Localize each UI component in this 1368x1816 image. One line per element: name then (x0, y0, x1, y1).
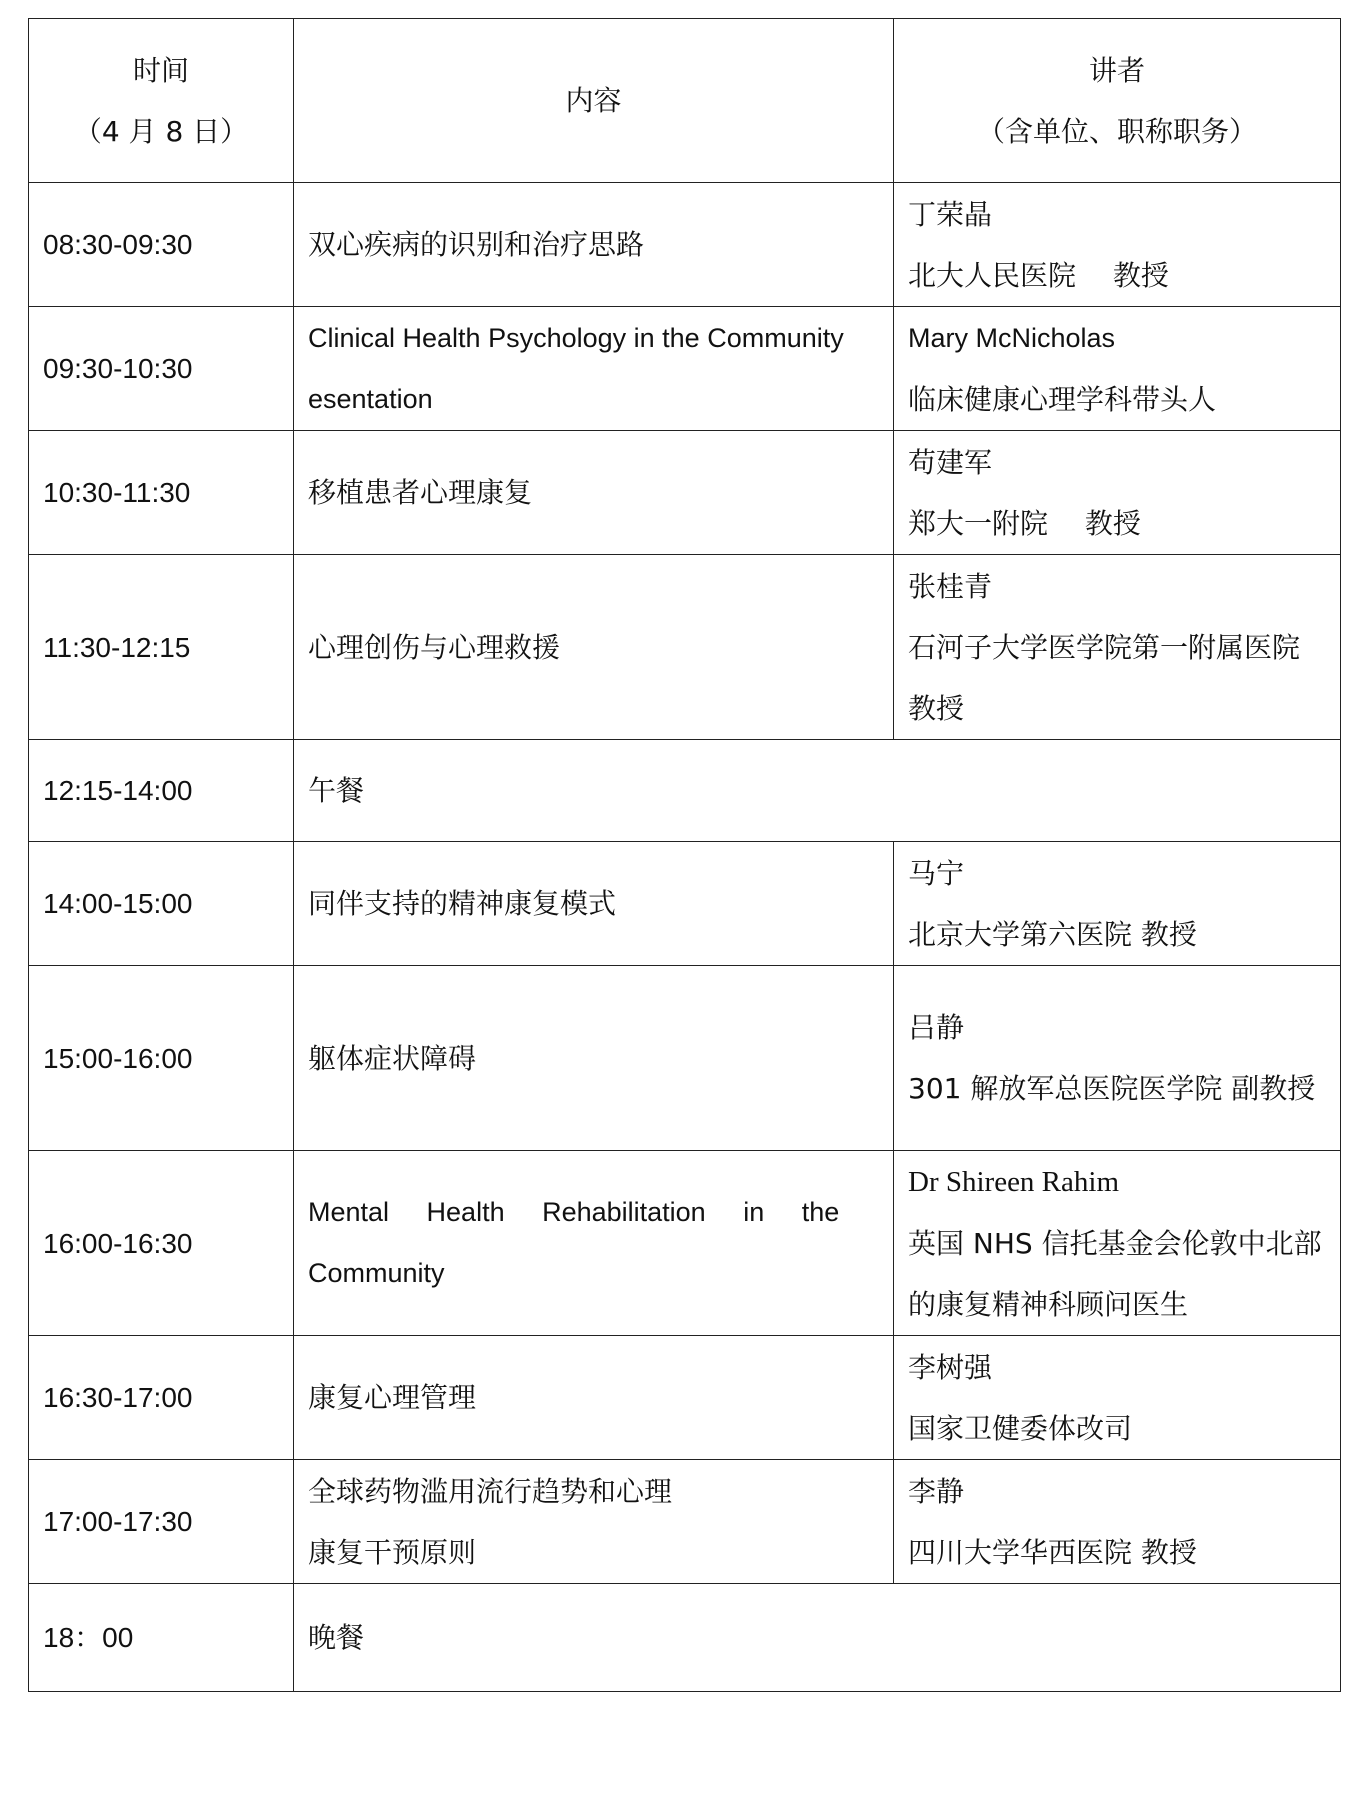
topic-text-continued: Community (308, 1258, 445, 1288)
time-cell: 08:30-09:30 (29, 183, 294, 307)
header-content-label: 内容 (565, 84, 622, 117)
table-row (29, 1460, 1341, 1584)
speaker-name: Dr Shireen Rahim (908, 1165, 1120, 1198)
time-cell: 14:00-15:00 (29, 842, 294, 966)
header-speaker-label: 讲者 (1088, 53, 1145, 87)
break-text: 晚餐 (308, 1621, 365, 1654)
speaker-cell (894, 1336, 1341, 1460)
table-row (29, 431, 1341, 555)
speaker-affiliation: 国家卫健委体改司 (908, 1411, 1133, 1445)
break-text: 午餐 (308, 774, 365, 807)
speaker-cell (894, 307, 1341, 431)
topic-cell (294, 555, 894, 740)
time-cell: 12:15-14:00 (29, 740, 294, 842)
time-cell: 09:30-10:30 (29, 307, 294, 431)
table-row (29, 307, 1341, 431)
speaker-affiliation: 北大人民医院 教授 (908, 258, 1169, 292)
table-row (29, 1151, 1341, 1336)
topic-text: 同伴支持的精神康复模式 (308, 887, 617, 920)
table-row (29, 1336, 1341, 1460)
schedule-table (28, 18, 1341, 1692)
topic-text: 双心疾病的识别和治疗思路 (308, 228, 645, 261)
header-time-label: 时间 (132, 53, 189, 87)
topic-cell (294, 842, 894, 966)
time-cell: 11:30-12:15 (29, 555, 294, 740)
topic-text: 躯体症状障碍 (308, 1041, 477, 1075)
speaker-affiliation: 石河子大学医学院第一附属医院 教授 (908, 630, 1301, 725)
speaker-cell (894, 183, 1341, 307)
table-row (29, 555, 1341, 740)
break-cell (294, 740, 1341, 842)
time-cell: 17:00-17:30 (29, 1460, 294, 1584)
speaker-name: 李静 (908, 1474, 965, 1508)
topic-cell (294, 1151, 894, 1336)
speaker-name: 吕静 (908, 1011, 965, 1044)
topic-text: Clinical Health Psychology in the Community (308, 322, 844, 353)
speaker-cell (894, 966, 1341, 1151)
time-cell: 18：00 (29, 1584, 294, 1692)
topic-text: 心理创伤与心理救援 (308, 630, 561, 664)
topic-cell (294, 431, 894, 555)
table-row (29, 842, 1341, 966)
time-cell: 15:00-16:00 (29, 966, 294, 1151)
topic-text: 全球药物滥用流行趋势和心理 (308, 1474, 673, 1508)
speaker-name: 马宁 (908, 856, 965, 890)
header-time-date: （4 月 8 日） (73, 114, 249, 148)
table-row-break (29, 1584, 1341, 1692)
speaker-affiliation: 四川大学华西医院 教授 (908, 1535, 1197, 1569)
topic-text-continued: 康复干预原则 (308, 1535, 477, 1569)
speaker-name: 苟建军 (908, 445, 993, 479)
speaker-cell (894, 431, 1341, 555)
speaker-affiliation: 临床健康心理学科带头人 (908, 382, 1217, 416)
topic-text: Mental Health Rehabilitation in the (308, 1197, 840, 1227)
table-header-row (29, 19, 1341, 183)
header-speaker (894, 19, 1341, 183)
time-cell: 16:30-17:00 (29, 1336, 294, 1460)
speaker-cell (894, 1151, 1341, 1336)
topic-cell (294, 183, 894, 307)
topic-text: 康复心理管理 (308, 1381, 477, 1414)
topic-cell (294, 307, 894, 431)
speaker-cell (894, 1460, 1341, 1584)
topic-text-continued: esentation (308, 383, 433, 414)
header-content (294, 19, 894, 183)
speaker-name: Mary McNicholas (908, 322, 1116, 353)
schedule-sheet (28, 18, 1340, 1692)
topic-cell (294, 1460, 894, 1584)
topic-text: 移植患者心理康复 (308, 476, 533, 509)
table-row (29, 183, 1341, 307)
speaker-name: 丁荣晶 (908, 197, 993, 231)
speaker-cell (894, 555, 1341, 740)
speaker-affiliation: 北京大学第六医院 教授 (908, 917, 1197, 951)
time-cell: 16:00-16:30 (29, 1151, 294, 1336)
speaker-affiliation: 郑大一附院 教授 (908, 506, 1141, 540)
header-speaker-note: （含单位、职称职务） (976, 114, 1257, 148)
topic-cell (294, 966, 894, 1151)
table-row (29, 966, 1341, 1151)
header-time (29, 19, 294, 183)
speaker-cell (894, 842, 1341, 966)
speaker-name: 李树强 (908, 1350, 993, 1384)
speaker-affiliation: 301 解放军总医院医学院 副教授 (908, 1072, 1316, 1105)
speaker-affiliation: 英国 NHS 信托基金会伦敦中北部的康复精神科顾问医生 (908, 1226, 1322, 1321)
speaker-name: 张桂青 (908, 569, 993, 603)
time-cell: 10:30-11:30 (29, 431, 294, 555)
table-row-break (29, 740, 1341, 842)
break-cell (294, 1584, 1341, 1692)
topic-cell (294, 1336, 894, 1460)
